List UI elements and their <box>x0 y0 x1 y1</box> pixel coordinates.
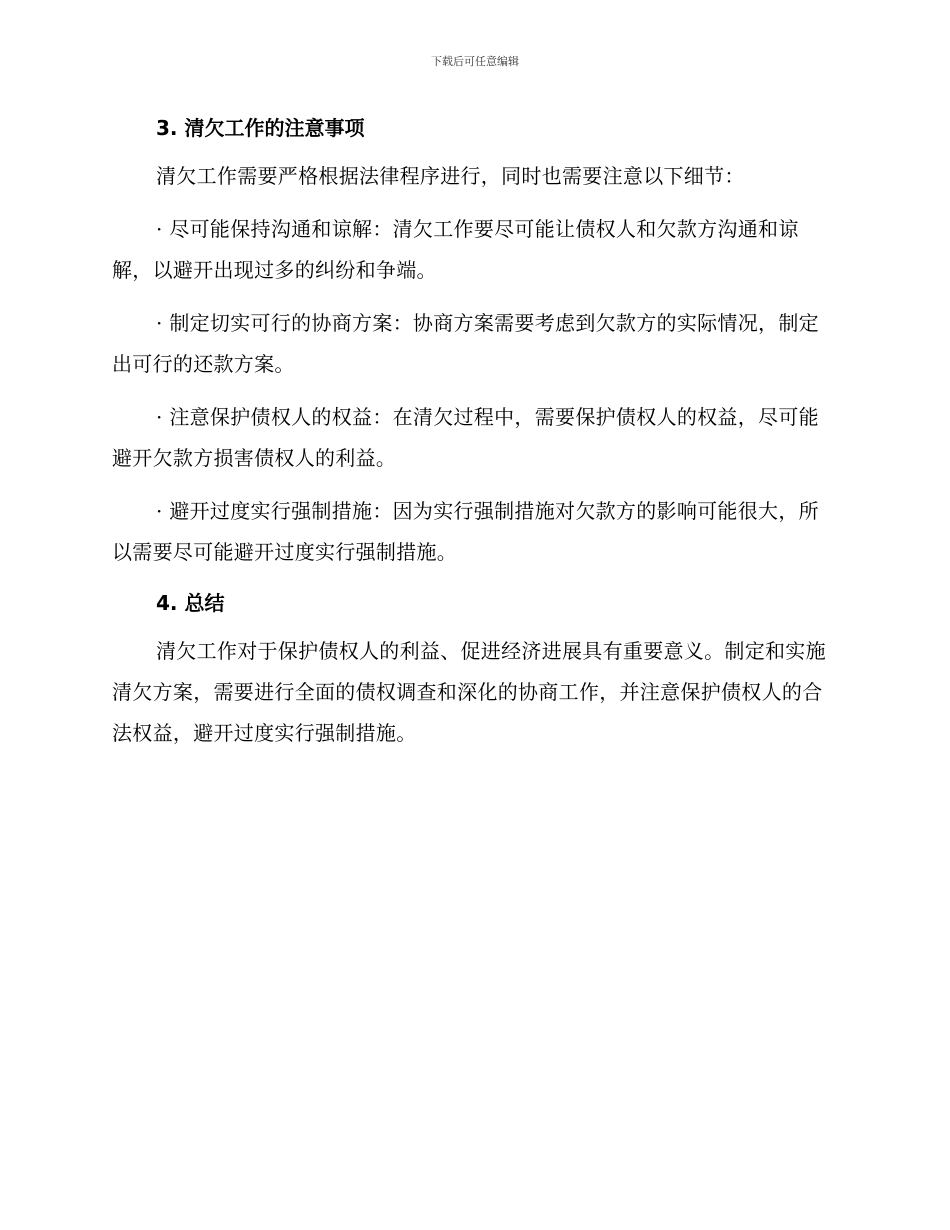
bullet-creditor-rights: · 注意保护债权人的权益：在清欠过程中，需要保护债权人的权益，尽可能避开欠款方损害债权人的利益。 <box>112 405 819 470</box>
header-note: 下载后可任意编辑 <box>431 55 519 68</box>
bullet-communication: · 尽可能保持沟通和谅解：清欠工作要尽可能让债权人和欠款方沟通和谅解，以避开出现过多的纠纷和争端。 <box>112 217 799 282</box>
section-3-intro: 清欠工作需要严格根据法律程序进行，同时也需要注意以下细节： <box>156 164 745 188</box>
section-4-heading: 4. 总结 <box>156 591 225 615</box>
bullet-avoid-coercion: · 避开过度实行强制措施：因为实行强制措施对欠款方的影响可能很大，所以需要尽可能避开过度实行强制措施。 <box>112 499 819 564</box>
section-4-summary: 清欠工作对于保护债权人的利益、促进经济进展具有重要意义。制定和实施清欠方案，需要进行全面的债权调查和深化的协商工作，并注意保护债权人的合法权益，避开过度实行强制措施。 <box>112 639 826 745</box>
bullet-negotiation-plan: · 制定切实可行的协商方案：协商方案需要考虑到欠款方的实际情况，制定出可行的还款方案。 <box>112 311 819 376</box>
document-body <box>112 110 832 754</box>
section-3-heading: 3. 清欠工作的注意事项 <box>156 116 365 140</box>
